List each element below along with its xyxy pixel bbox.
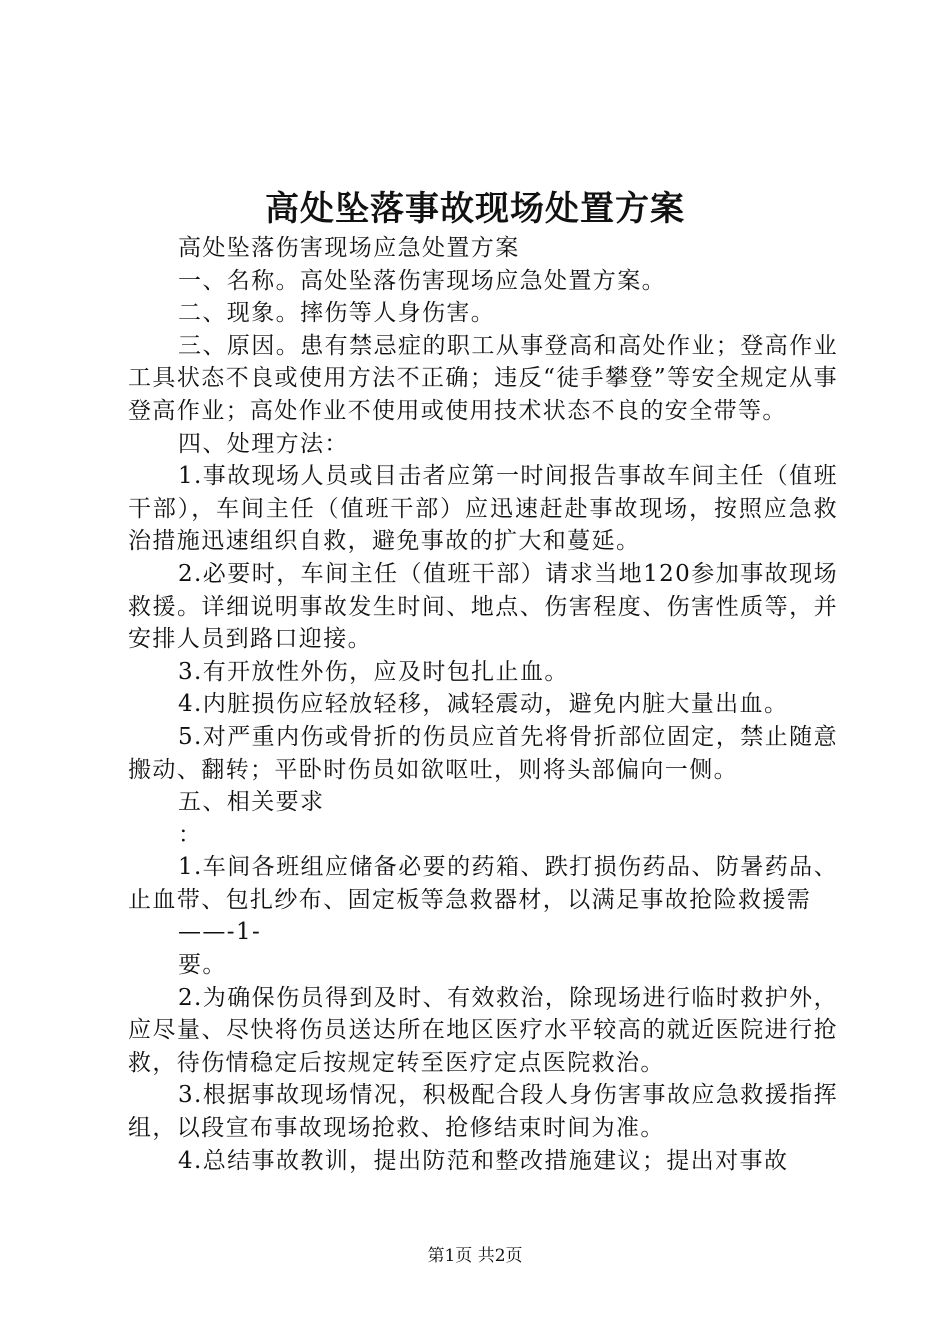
page-footer: 第1页 共2页 xyxy=(427,1246,523,1266)
section-phenomenon-paragraph: 二、现象。摔伤等人身伤害。 xyxy=(178,300,496,327)
document-body xyxy=(128,232,838,1177)
requirement-item-1-continued: 要。 xyxy=(178,952,227,979)
section-method-heading: 四、处理方法： xyxy=(178,430,349,457)
method-item-2: 2.必要时，车间主任（值班干部）请求当地120参加事故现场救援。详细说明事故发生时间、地点、伤害程度、伤害性质等，并安排人员到路口迎接。 xyxy=(128,560,838,653)
method-item-3: 3.有开放性外伤，应及时包扎止血。 xyxy=(178,658,569,685)
requirements-colon: ： xyxy=(178,821,203,848)
requirement-item-4: 4.总结事故教训，提出防范和整改措施建议；提出对事故 xyxy=(178,1147,789,1174)
method-item-4: 4.内脏损伤应轻放轻移，减轻震动，避免内脏大量出血。 xyxy=(178,691,789,718)
document-title: 高处坠落事故现场处置方案 xyxy=(265,189,685,229)
inline-page-marker: ——-1- xyxy=(178,919,262,946)
requirement-item-2: 2.为确保伤员得到及时、有效救治，除现场进行临时救护外，应尽量、尽快将伤员送达所在地区医疗水平较高的就近医院进行抢救，待伤情稳定后按规定转至医疗定点医院救治。 xyxy=(128,984,838,1076)
requirement-item-1: 1.车间各班组应储备必要的药箱、跌打损伤药品、防暑药品、止血带、包扎纱布、固定板等急救器材，以满足事故抢险救援需 xyxy=(128,854,838,913)
subtitle-paragraph: 高处坠落伤害现场应急处置方案 xyxy=(178,235,520,261)
method-item-5: 5.对严重内伤或骨折的伤员应首先将骨折部位固定，禁止随意搬动、翻转；平卧时伤员如欲呕吐，则将头部偏向一侧。 xyxy=(128,723,838,783)
section-name-paragraph: 一、名称。高处坠落伤害现场应急处置方案。 xyxy=(178,267,666,294)
section-cause-paragraph: 三、原因。患有禁忌症的职工从事登高和高处作业；登高作业工具状态不良或使用方法不正确；违反“徒手攀登”等安全规定从事登高作业；高处作业不使用或使用技术状态不良的安全带等。 xyxy=(128,332,838,424)
requirement-item-3: 3.根据事故现场情况，积极配合段人身伤害事故应急救援指挥组，以段宣布事故现场抢救、抢修结束时间为准。 xyxy=(128,1082,838,1142)
method-item-1: 1.事故现场人员或目击者应第一时间报告事故车间主任（值班干部），车间主任（值班干部）应迅速赶赴事故现场，按照应急救治措施迅速组织自救，避免事故的扩大和蔓延。 xyxy=(128,463,838,555)
section-requirements-heading: 五、相关要求 xyxy=(178,789,325,816)
